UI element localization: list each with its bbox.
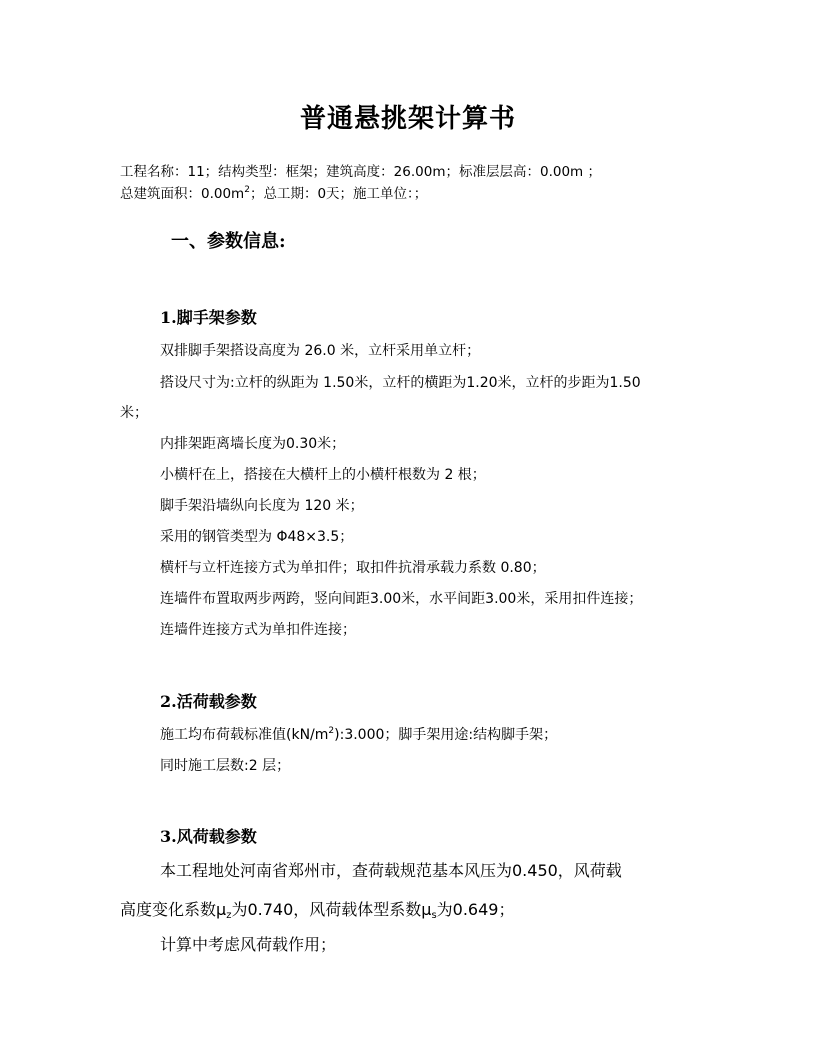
subscript: s	[431, 910, 437, 921]
subsection-heading-scaffold: 1.脚手架参数	[160, 308, 257, 327]
paragraph: 脚手架沿墙纵向长度为 120 米；	[160, 498, 364, 514]
superscript: 2	[328, 726, 335, 736]
paragraph: 连墙件连接方式为单扣件连接；	[160, 622, 356, 638]
paragraph: 双排脚手架搭设高度为 26.0 米，立杆采用单立杆；	[160, 343, 481, 359]
wind-text: 为0.649；	[436, 900, 515, 919]
paragraph-continuation: 米；	[120, 405, 148, 421]
paragraph: 内排架距离墙长度为0.30米；	[160, 436, 346, 452]
paragraph: 搭设尺寸为:立杆的纵距为 1.50米，立杆的横距为1.20米，立杆的步距为1.50	[160, 375, 641, 391]
paragraph: 同时施工层数:2 层；	[160, 758, 291, 774]
project-area-text: 总建筑面积：0.00m	[120, 186, 245, 202]
subsection-heading-live-load: 2.活荷载参数	[160, 692, 257, 711]
section-heading-parameters: 一、参数信息:	[171, 231, 286, 252]
subsection-heading-wind-load: 3.风荷载参数	[160, 827, 257, 846]
live-load-text: 施工均布荷载标准值(kN/m	[160, 727, 329, 743]
wind-text: 高度变化系数μ	[120, 900, 227, 919]
live-load-text-rest: ):3.000；脚手架用途:结构脚手架；	[334, 727, 558, 743]
paragraph: 小横杆在上，搭接在大横杆上的小横杆根数为 2 根；	[160, 467, 486, 483]
project-info-rest: ；总工期：0天；施工单位：；	[249, 186, 428, 202]
paragraph: 横杆与立杆连接方式为单扣件；取扣件抗滑承载力系数 0.80；	[160, 560, 546, 576]
paragraph: 本工程地处河南省郑州市，查荷载规范基本风压为0.450，风荷载	[160, 861, 622, 880]
paragraph	[120, 897, 514, 921]
project-info-line-2	[120, 182, 427, 202]
document-title: 普通悬挑架计算书	[299, 104, 516, 134]
paragraph: 计算中考虑风荷载作用；	[160, 935, 337, 954]
project-info-line-1: 工程名称：11；结构类型：框架；建筑高度：26.00m；标准层层高：0.00m ；	[120, 164, 601, 180]
subscript: z	[226, 910, 232, 921]
paragraph	[160, 724, 557, 744]
wind-text: 为0.740，风荷载体型系数μ	[231, 900, 432, 919]
superscript: 2	[244, 185, 250, 195]
paragraph: 连墙件布置取两步两跨，竖向间距3.00米，水平间距3.00米，采用扣件连接；	[160, 591, 643, 607]
paragraph: 采用的钢管类型为 Φ48×3.5；	[160, 529, 354, 545]
